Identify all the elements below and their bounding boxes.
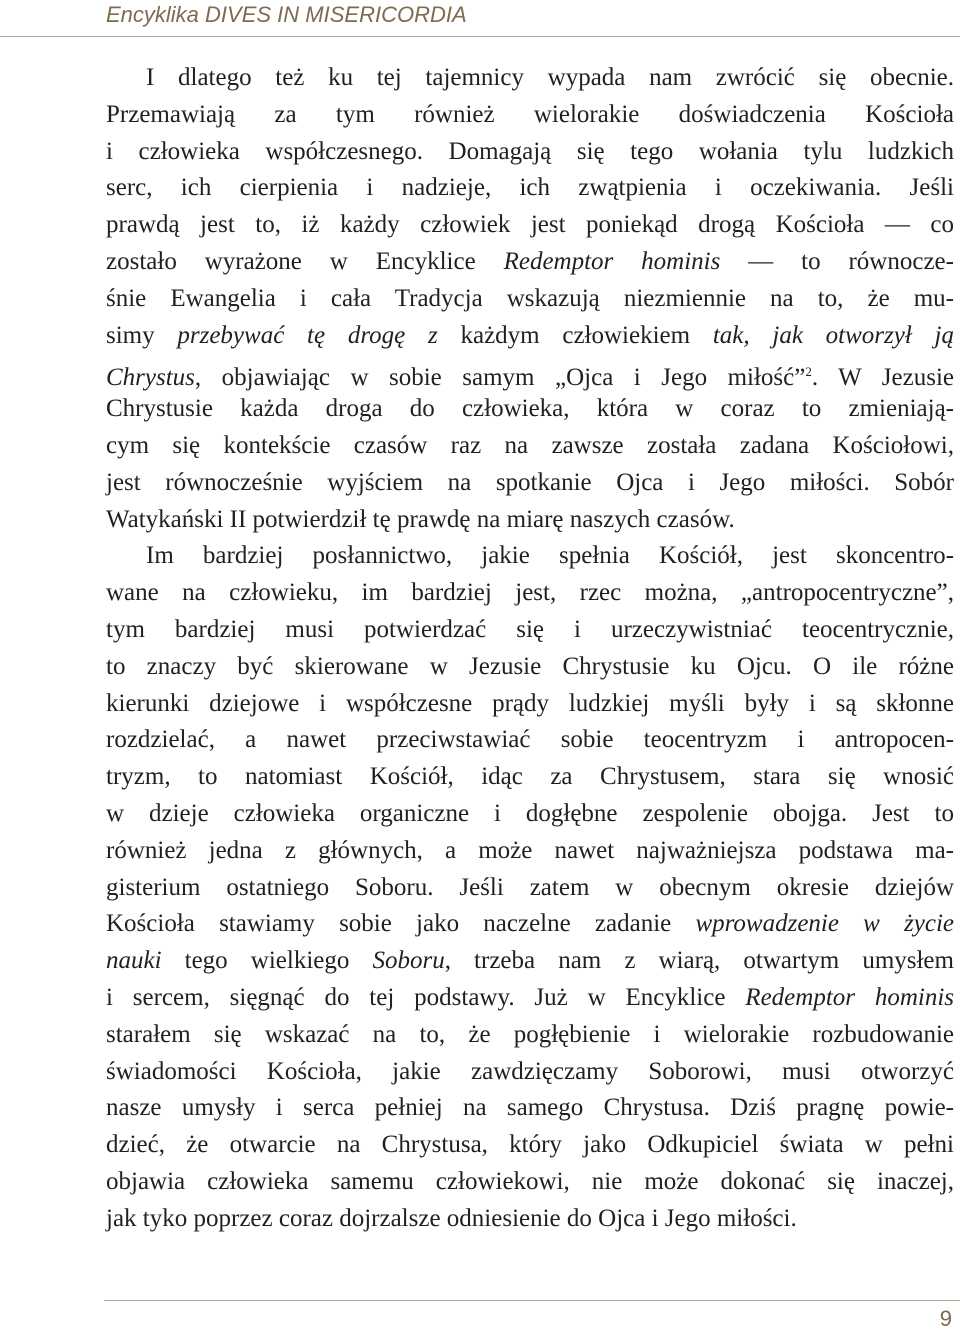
text-line: i człowieka współczesnego. Domagają się tego wołania tylu ludzkich	[106, 137, 954, 165]
text-line: śnie Ewangelia i cała Tradycja wskazują niezmiennie na to, że mu-	[106, 284, 954, 312]
paragraph-2	[106, 538, 954, 1237]
body-text	[106, 60, 954, 1238]
text-line: objawia człowieka samemu człowiekowi, nie może dokonać się inaczej,	[106, 1167, 954, 1195]
italic-title: Redemptor hominis	[745, 983, 955, 1011]
text-line: prawdą jest to, iż każdy człowiek jest poniekąd drogą Kościoła — co	[106, 211, 954, 239]
text-line: cym się kontekście czasów raz na zawsze została zadana Kościołowi,	[106, 431, 954, 459]
header-rule	[0, 36, 960, 37]
text-line: tryzm, to natomiast Kościół, idąc za Chrystusem, stara się wnosić	[106, 763, 954, 791]
text-line: dzieć, że otwarcie na Chrystusa, który jako Odkupiciel świata w pełni	[106, 1131, 954, 1159]
text-line: Chrystus, objawiając w sobie samym „Ojca i Jego miłość”$^2$. W Jezusie	[106, 364, 954, 392]
text-line: simy przebywać tę drogę z każdym człowiekiem tak, jak otworzył ją	[106, 321, 954, 349]
text-line: również jedna z głównych, a może nawet najważniejsza podstawa ma-	[106, 836, 954, 864]
text-line: serc, ich cierpienia i nadzieje, ich zwątpienia i oczekiwania. Jeśli	[106, 174, 954, 202]
footer-rule	[104, 1300, 960, 1301]
running-title: Encyklika DIVES IN MISERICORDIA	[106, 2, 467, 27]
italic-phrase: Chrystus	[106, 364, 195, 392]
text-line: jak tyko poprzez coraz dojrzalsze odniesienie do Ojca i Jego miłości.	[106, 1204, 797, 1232]
text-line: Watykański II potwierdził tę prawdę na miarę naszych czasów.	[106, 505, 735, 533]
text-line: Chrystusie każda droga do człowieka, która w coraz to zmieniają-	[106, 395, 954, 423]
paragraph-1	[106, 60, 954, 538]
text-line: świadomości Kościoła, jakie zawdzięczamy Soborowi, musi otworzyć	[106, 1057, 954, 1085]
italic-phrase: przebywać tę drogę z	[177, 321, 438, 349]
text-line: Kościoła stawiamy sobie jako naczelne zadanie wprowadzenie w życie	[106, 910, 954, 938]
text-line: Przemawiają za tym również wielorakie doświadczenia Kościoła	[106, 100, 954, 128]
italic-phrase: nauki	[106, 947, 162, 975]
text-line: to znaczy być skierowane w Jezusie Chrystusie ku Ojcu. O ile różne	[106, 652, 954, 680]
italic-phrase: Soboru	[372, 947, 445, 975]
page-number: 9	[939, 1306, 952, 1331]
text-line: tym bardziej musi potwierdzać się i urzeczywistniać teocentrycznie,	[106, 615, 954, 643]
text-line: I dlatego też ku tej tajemnicy wypada nam zwrócić się obecnie.	[146, 64, 954, 91]
text-line: nauki tego wielkiego Soboru, trzeba nam z wiarą, otwartym umysłem	[106, 947, 954, 975]
text-line: wane na człowieku, im bardziej jest, rzec można, „antropocentryczne”,	[106, 579, 954, 607]
text-line: i sercem, sięgnąć do tej podstawy. Już w Encyklice Redemptor hominis	[106, 983, 955, 1011]
text-line: rozdzielać, a nawet przeciwstawiać sobie teocentryzm i antropocen-	[106, 726, 954, 754]
italic-title: Redemptor hominis	[503, 247, 721, 275]
text-line: zostało wyrażone w Encyklice Redemptor hominis — to równocze-	[106, 247, 954, 275]
text-line: nasze umysły i serca pełniej na samego Chrystusa. Dziś pragnę powie-	[106, 1094, 954, 1122]
text-line: jest równocześnie wyjściem na spotkanie Ojca i Jego miłości. Sobór	[106, 468, 954, 496]
italic-phrase: tak, jak otworzył ją	[712, 321, 954, 349]
text-line: kierunki dziejowe i współczesne prądy ludzkiej myśli były i są skłonne	[106, 689, 954, 717]
text-line: w dzieje człowieka organiczne i dogłębne zespolenie obojga. Jest to	[106, 799, 954, 827]
italic-phrase: wprowadzenie w życie	[695, 910, 954, 938]
footnote-marker: 2	[805, 364, 812, 380]
text-line: starałem się wskazać na to, że pogłębienie i wielorakie rozbudowanie	[106, 1020, 954, 1048]
text-line: gisterium ostatniego Soboru. Jeśli zatem w obecnym okresie dziejów	[106, 873, 954, 901]
text-line: Im bardziej posłannictwo, jakie spełnia Kościół, jest skoncentro-	[146, 542, 954, 570]
